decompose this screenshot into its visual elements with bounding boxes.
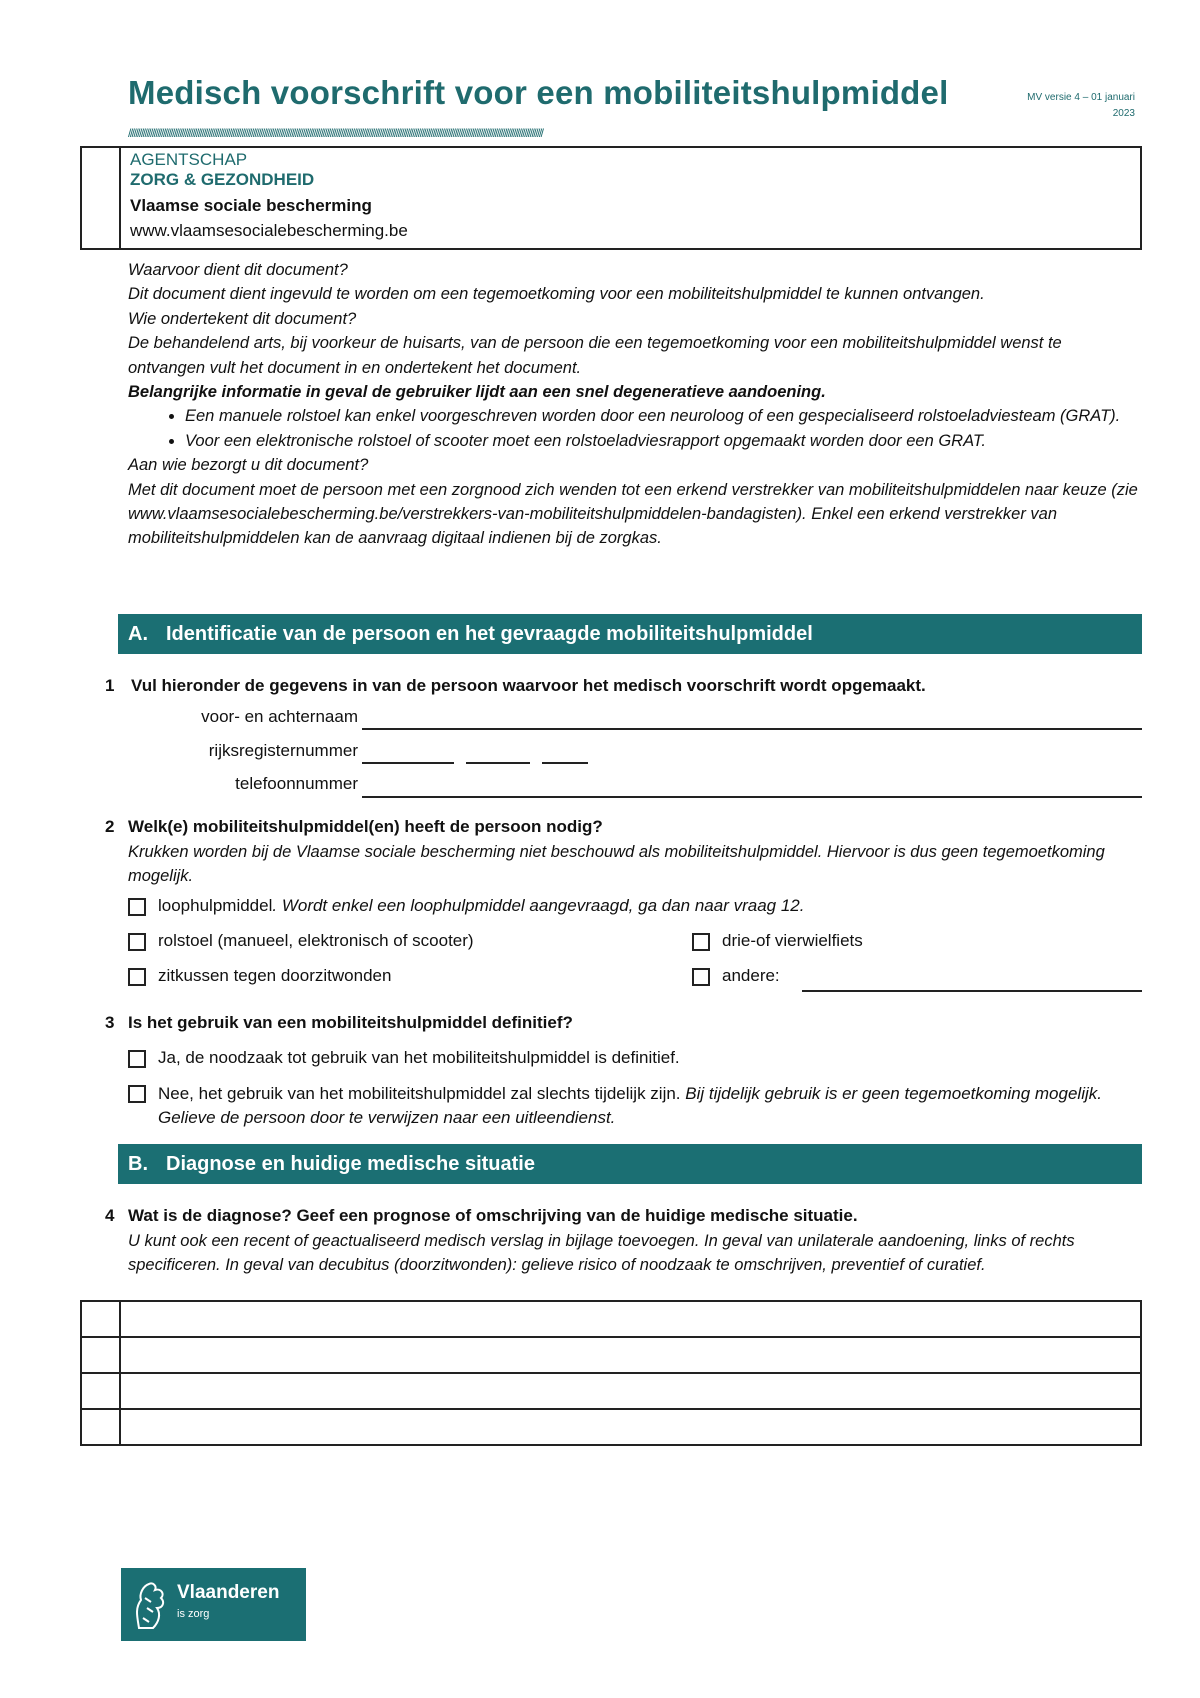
checkbox-tricycle[interactable] xyxy=(692,933,710,951)
checkbox-cushion[interactable] xyxy=(128,968,146,986)
page-title: Medisch voorschrift voor een mobiliteitshulpmiddel xyxy=(128,74,949,111)
option-definitive-yes: Ja, de noodzaak tot gebruik van het mobiliteitshulpmiddel is definitief. xyxy=(158,1048,680,1067)
option-wheelchair: rolstoel (manueel, elektronisch of scooter) xyxy=(158,931,474,950)
intro-question: Waarvoor dient dit document? xyxy=(128,261,348,279)
section-b-header xyxy=(118,1144,1142,1184)
version-line: MV versie 4 – 01 januari xyxy=(1027,92,1135,103)
question-note: U kunt ook een recent of geactualiseerd medisch verslag in bijlage toevoegen. In geval van unilaterale aandoening, links of rechts specificeren. In geval van decubitus (doorzitwonden): gelieve risico of noodzaak te omschrijven, preventief of curatief. xyxy=(128,1232,1075,1275)
important-info: Belangrijke informatie in geval de gebruiker lijdt aan een snel degeneratieve aandoening. xyxy=(128,383,826,402)
diagnosis-row[interactable] xyxy=(82,1410,1140,1444)
diagnosis-row[interactable] xyxy=(82,1338,1140,1374)
question-note: Krukken worden bij de Vlaamse sociale bescherming niet beschouwd als mobiliteitshulpmiddel. Hiervoor is dus geen tegemoetkoming mogelijk. xyxy=(128,843,1105,886)
intro-question: Aan wie bezorgt u dit document? xyxy=(128,456,369,475)
lion-icon xyxy=(131,1578,171,1633)
section-letter: B. xyxy=(128,1153,148,1175)
checkbox-definitive-no[interactable] xyxy=(128,1085,146,1103)
question-number: 4 xyxy=(105,1206,115,1225)
label-national-number: rijksregisternummer xyxy=(208,741,358,760)
agency-line2: ZORG & GEZONDHEID xyxy=(130,170,315,189)
section-a-header xyxy=(118,614,1142,654)
diagnosis-row[interactable] xyxy=(82,1302,1140,1338)
question-text: Is het gebruik van een mobiliteitshulpmiddel definitief? xyxy=(128,1013,573,1032)
intro-text xyxy=(128,258,1138,551)
vlaanderen-logo xyxy=(121,1568,306,1641)
national-number-part3[interactable] xyxy=(542,762,588,764)
logo-name: Vlaanderen xyxy=(177,1582,280,1603)
diagnosis-table xyxy=(80,1300,1142,1446)
intro-answer: Dit document dient ingevuld te worden om een tegemoetkoming voor een mobiliteitshulpmiddel te kunnen ontvangen. xyxy=(128,285,985,304)
national-number-part1[interactable] xyxy=(362,762,454,764)
option-walking-aid xyxy=(158,896,804,916)
national-number-part2[interactable] xyxy=(466,762,530,764)
section-title: Identificatie van de persoon en het gevraagde mobiliteitshulpmiddel xyxy=(166,623,813,645)
organisation-name: Vlaamse sociale bescherming xyxy=(130,196,372,215)
section-letter: A. xyxy=(128,623,148,645)
option-label: loophulpmiddel xyxy=(158,896,273,915)
option-note: Bij tijdelijk gebruik is er geen tegemoetkoming mogelijk. Gelieve de persoon door te verwijzen naar een uitleendienst. xyxy=(158,1084,1102,1128)
question-number: 3 xyxy=(105,1013,115,1032)
question-text: Wat is de diagnose? Geef een prognose of omschrijving van de huidige medische situatie. xyxy=(128,1206,858,1225)
bullet-item: • Voor een elektronische rolstoel of scooter moet een rolstoeladviesrapport opgemaakt worden door een GRAT. xyxy=(185,429,1138,453)
agency-line1: AGENTSCHAP xyxy=(130,150,248,169)
bullet-item: • Een manuele rolstoel kan enkel voorgeschreven worden door een neuroloog of een gespecialiseerd rolstoeladviesteam (GRAT). xyxy=(185,404,1138,428)
separator-line: ////////////////////////////////////////////////////////////////////////////////////////////////////////////////////////////////////////////////////////////////////////////////////////////////////////////////////////////////// xyxy=(128,126,543,140)
version-year: 2023 xyxy=(1112,108,1135,119)
organisation-website: www.vlaamsesocialebescherming.be xyxy=(130,221,408,240)
intro-question: Wie ondertekent dit document? xyxy=(128,309,357,328)
question-text: Vul hieronder de gegevens in van de persoon waarvoor het medisch voorschrift wordt opgemaakt. xyxy=(131,676,926,695)
intro-answer: De behandelend arts, bij voorkeur de huisarts, van de persoon die een tegemoetkoming voor een mobiliteitshulpmiddel wenst te ontvangen vult het document in en ondertekent het document. xyxy=(128,334,1062,377)
question-number: 1 xyxy=(105,676,115,695)
checkbox-other[interactable] xyxy=(692,968,710,986)
question-text: Welk(e) mobiliteitshulpmiddel(en) heeft de persoon nodig? xyxy=(128,817,603,836)
option-cushion: zitkussen tegen doorzitwonden xyxy=(158,966,392,985)
option-label: Nee, het gebruik van het mobiliteitshulpmiddel zal slechts tijdelijk zijn. xyxy=(158,1084,681,1103)
other-field[interactable] xyxy=(802,990,1142,992)
option-tricycle: drie-of vierwielfiets xyxy=(722,931,863,950)
logo-tagline: is zorg xyxy=(177,1608,210,1620)
phone-field[interactable] xyxy=(362,796,1142,798)
option-definitive-no xyxy=(158,1082,1138,1131)
diagnosis-row[interactable] xyxy=(82,1374,1140,1410)
full-name-field[interactable] xyxy=(362,728,1142,730)
bullet-list xyxy=(128,404,1138,453)
checkbox-definitive-yes[interactable] xyxy=(128,1050,146,1068)
label-full-name: voor- en achternaam xyxy=(201,707,358,726)
question-number: 2 xyxy=(105,817,115,836)
intro-answer: Met dit document moet de persoon met een zorgnood zich wenden tot een erkend verstrekker van mobiliteitshulpmiddelen naar keuze (zie www.vlaamsesocialebescherming.be/verstrekkers-van-mobiliteitshulpmiddelen-bandagisten). Enkel een erkend verstrekker van mobiliteitshulpmiddelen kan de aanvraag digitaal indienen bij de zorgkas. xyxy=(128,480,1138,548)
label-phone: telefoonnummer xyxy=(235,774,358,793)
option-other: andere: xyxy=(722,966,780,985)
option-note: . Wordt enkel een loophulpmiddel aangevraagd, ga dan naar vraag 12. xyxy=(272,896,805,915)
checkbox-walking-aid[interactable] xyxy=(128,898,146,916)
section-title: Diagnose en huidige medische situatie xyxy=(166,1153,535,1175)
checkbox-wheelchair[interactable] xyxy=(128,933,146,951)
version-label xyxy=(1000,90,1135,122)
